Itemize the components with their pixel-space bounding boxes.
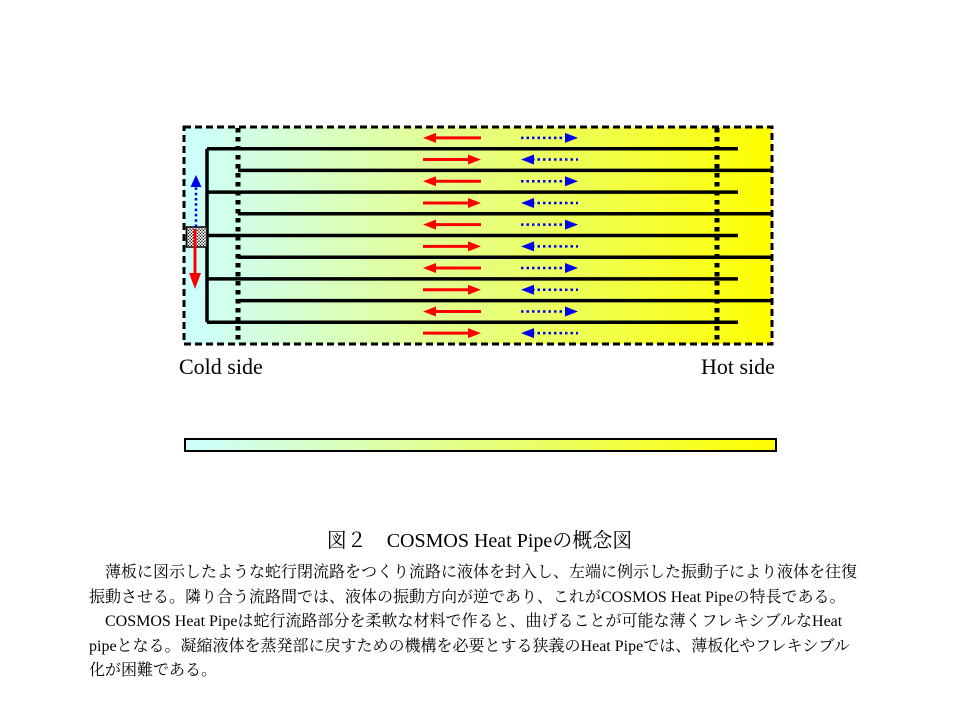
body-text-line: 薄板に図示したような蛇行閉流路をつくり流路に液体を封入し、左端に例示した振動子により液体を往復 [89, 564, 858, 581]
body-text-line: 化が困難である。 [89, 662, 218, 679]
cold-side-label: Cold side [179, 354, 263, 379]
vibrator [187, 227, 208, 247]
body-text-line: COSMOS Heat Pipeは蛇行流路部分を柔軟な材料で作ると、曲げることが可能な薄くフレキシブルなHeat [89, 613, 843, 630]
body-text-line: 振動させる。隣り合う流路間では、液体の振動方向が逆であり、これがCOSMOS Heat Pipeの特長である。 [89, 588, 846, 606]
figure-caption: 図２ COSMOS Heat Pipeの概念図 [326, 530, 633, 552]
body-text [89, 561, 889, 684]
temperature-gradient-bar [184, 438, 777, 452]
body-text-line: pipeとなる。凝縮液体を蒸発部に戻すための機構を必要とする狭義のHeat Pipeでは、薄板化やフレキシブル [89, 637, 850, 655]
hot-side-label: Hot side [701, 354, 775, 379]
